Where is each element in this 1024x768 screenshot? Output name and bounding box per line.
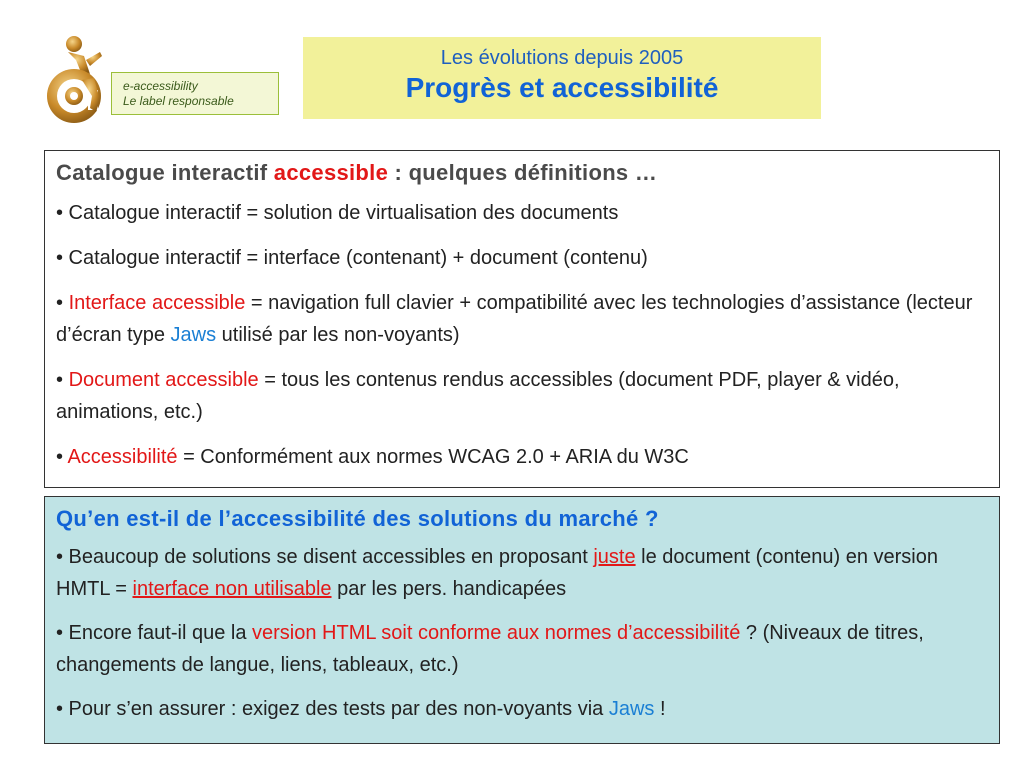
definition-text: = Conformément aux normes WCAG 2.0 + ARIA du W3C — [177, 446, 689, 468]
market-text: • Pour s’en assurer : exigez des tests par des non-voyants via — [56, 698, 609, 720]
title-banner — [303, 37, 821, 119]
heading-part-1: Catalogue interactif — [56, 160, 268, 185]
heading-accessible: accessible — [273, 160, 389, 185]
definition-text-end: utilisé par les non-voyants) — [216, 324, 460, 346]
definition-item-3 — [56, 287, 987, 351]
label-line-1: e-accessibility — [123, 79, 198, 93]
market-panel — [44, 496, 1000, 744]
market-text: • Beaucoup de solutions se disent accessibles en proposant — [56, 546, 594, 568]
heading-part-3: : quelques définitions … — [394, 160, 658, 185]
jaws-term: Jaws — [170, 324, 217, 346]
market-heading: Qu’en est-il de l’accessibilité des solutions du marché ? — [56, 506, 659, 531]
at-sign-logo-icon — [40, 30, 112, 130]
market-item-2 — [56, 617, 987, 681]
definition-item-1: • Catalogue interactif = solution de virtualisation des documents — [56, 202, 619, 224]
definition-item-5 — [56, 441, 987, 473]
term-interface-accessible: Interface accessible — [68, 292, 246, 314]
market-text-mid: le document (contenu) en version HMTL = — [56, 546, 938, 600]
bullet: • — [56, 369, 69, 391]
definition-text: = navigation full clavier + compatibilité avec les technologies d’assistance (lecteur d’écran type — [56, 292, 973, 346]
definition-item-4 — [56, 364, 987, 428]
label-line-2: Le label responsable — [123, 94, 234, 108]
market-item-1 — [56, 541, 987, 605]
bullet: • — [56, 292, 69, 314]
market-text-end: ? (Niveaux de titres, changements de langue, liens, tableaux, etc.) — [56, 622, 924, 676]
e-accessibility-label — [111, 72, 279, 115]
bullet: • — [56, 446, 68, 468]
term-interface-non-utilisable: interface non utilisable — [132, 578, 332, 600]
term-document-accessible: Document accessible — [68, 369, 259, 391]
slide-subtitle: Les évolutions depuis 2005 — [440, 47, 684, 69]
term-version-html: version HTML soit conforme aux normes d’accessibilité — [252, 622, 741, 644]
definition-text: = tous les contenus rendus accessibles (document PDF, player & vidéo, animations, etc.) — [56, 369, 900, 423]
definitions-panel — [44, 150, 1000, 488]
term-juste: juste — [593, 546, 636, 568]
term-accessibilite: Accessibilité — [67, 446, 178, 468]
slide-title: Progrès et accessibilité — [405, 72, 719, 103]
definitions-heading — [56, 159, 987, 187]
market-text: • Encore faut-il que la — [56, 622, 252, 644]
definition-item-2: • Catalogue interactif = interface (contenant) + document (contenu) — [56, 247, 648, 269]
market-text-end: ! — [654, 698, 666, 720]
market-item-3 — [56, 693, 987, 725]
market-text-end: par les pers. handicapées — [331, 578, 567, 600]
jaws-term: Jaws — [608, 698, 655, 720]
